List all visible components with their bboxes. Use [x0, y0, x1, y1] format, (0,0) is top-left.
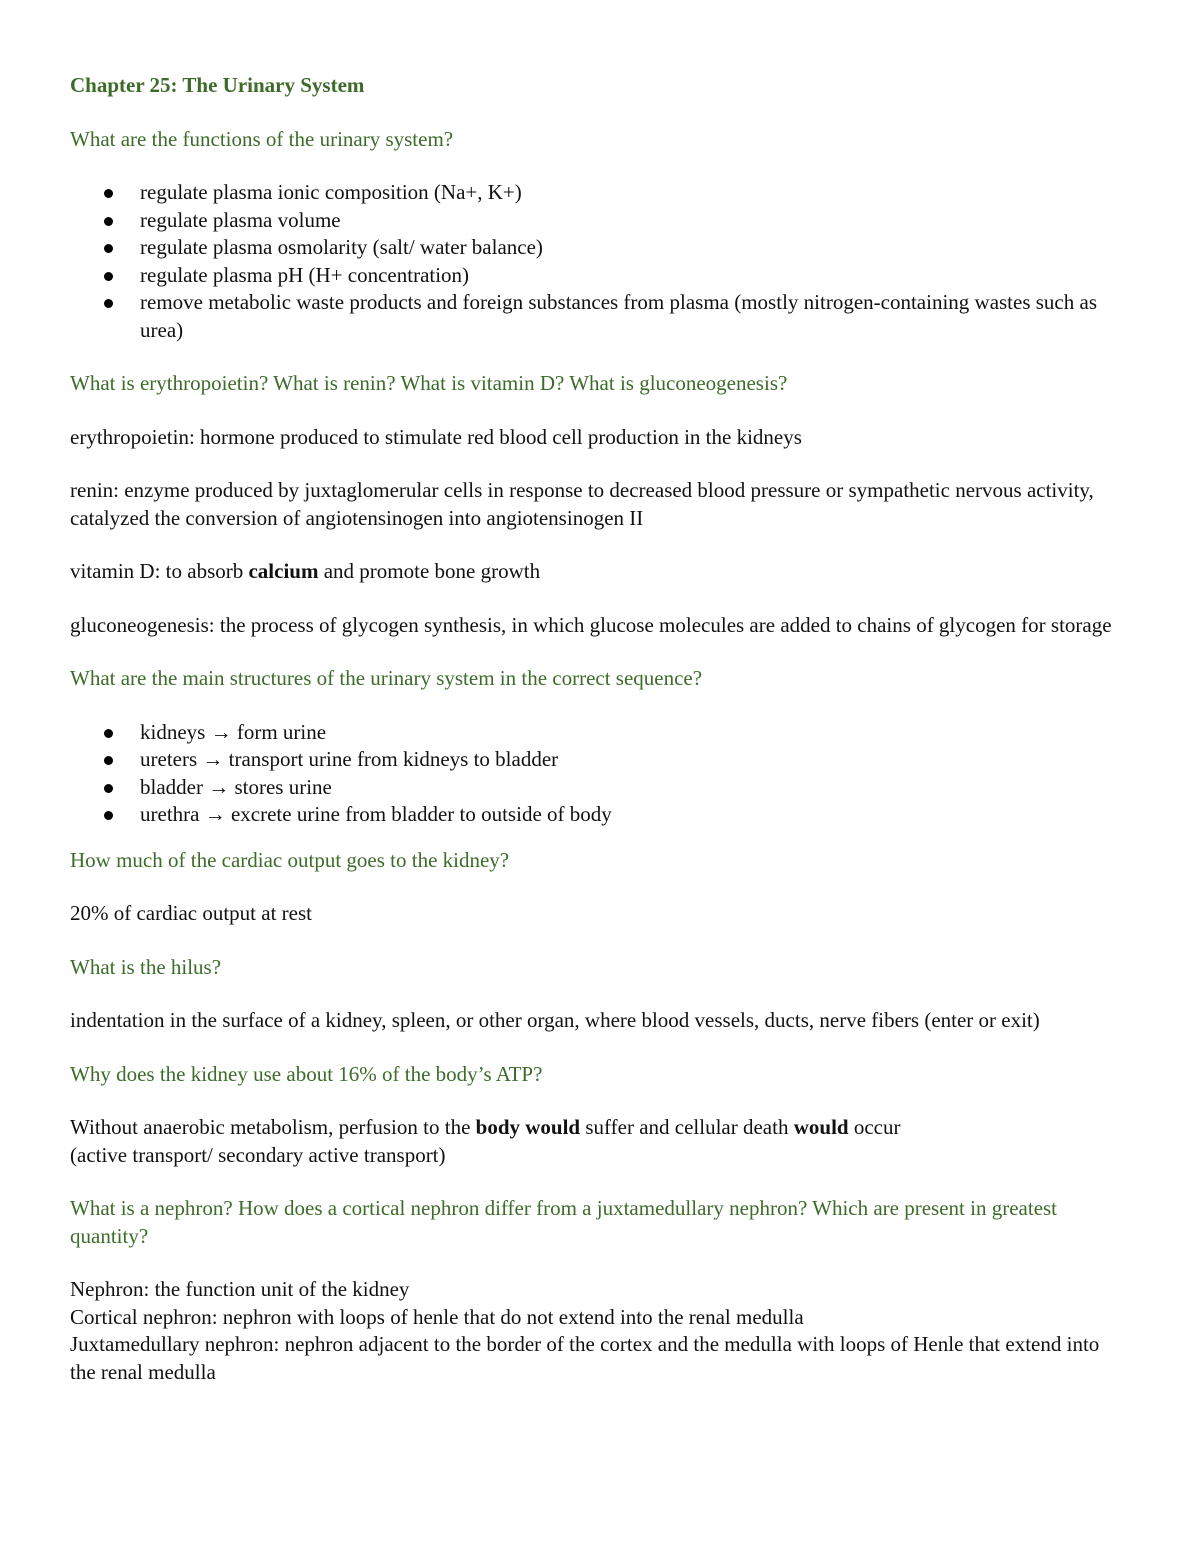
list-item-text: regulate plasma osmolarity (salt/ water balance) [140, 235, 543, 259]
answer-atp [70, 1114, 1130, 1169]
list-item-text: regulate plasma pH (H+ concentration) [140, 262, 470, 287]
bullet-icon [104, 784, 113, 793]
chapter-title: Chapter 25: The Urinary System [70, 73, 365, 97]
right-arrow-icon: → [202, 747, 224, 771]
structure-desc: form urine [236, 719, 327, 744]
bullet-icon [104, 756, 113, 765]
question-definitions: What is erythropoietin? What is renin? What is vitamin D? What is gluconeogenesis? [70, 371, 788, 395]
list-item-text: remove metabolic waste products and foreign substances from plasma (mostly nitrogen-containing wastes such as urea) [140, 290, 1097, 342]
question-hilus: What is the hilus? [70, 954, 222, 979]
answer-hilus: indentation in the surface of a kidney, spleen, or other organ, where blood vessels, ducts, nerve fibers (enter or exit) [70, 1008, 1040, 1032]
list-item [70, 801, 1130, 829]
answer-vitamin-d [70, 558, 1130, 586]
bullet-icon [104, 189, 113, 198]
right-arrow-icon: → [208, 774, 230, 799]
vitamin-d-text-pre: vitamin D: to absorb [70, 559, 249, 583]
structure-name: ureters [140, 747, 198, 771]
vitamin-d-text-post: and promote bone growth [318, 559, 541, 583]
right-arrow-icon: → [204, 802, 226, 826]
atp-text-3: occur [848, 1115, 901, 1139]
document-content [70, 72, 1130, 1386]
bullet-icon [104, 244, 113, 253]
question-atp: Why does the kidney use about 16% of the body’s ATP? [70, 1061, 543, 1086]
bullet-icon [104, 811, 113, 820]
answer-renin: renin: enzyme produced by juxtaglomerular cells in response to decreased blood pressure or sympathetic nervous activity, catalyzed the conversion of angiotensinogen into angiotensinogen II [70, 478, 1094, 530]
bullet-icon [104, 299, 113, 308]
nephron-line: Juxtamedullary nephron: nephron adjacent to the border of the cortex and the medulla with loops of Henle that extend into the renal medulla [70, 1332, 1100, 1384]
list-item-text: regulate plasma ionic composition (Na+, K+) [140, 180, 522, 204]
structure-desc: stores urine [234, 774, 332, 799]
atp-bold-2: would [793, 1115, 849, 1139]
structures-list [70, 719, 1130, 829]
answer-atp-line1 [70, 1114, 1130, 1142]
answer-nephron [70, 1276, 1130, 1386]
bullet-icon [104, 729, 113, 738]
list-item [70, 746, 1130, 774]
bullet-icon [104, 272, 113, 281]
structure-name: urethra [140, 802, 200, 826]
structure-name: kidneys [140, 719, 206, 744]
answer-gluconeogenesis: gluconeogenesis: the process of glycogen synthesis, in which glucose molecules are added to chains of glycogen for storage [70, 612, 1112, 637]
list-item-text: regulate plasma volume [140, 207, 341, 232]
question-structures: What are the main structures of the urinary system in the correct sequence? [70, 666, 703, 690]
question-functions: What are the functions of the urinary system? [70, 126, 454, 151]
atp-bold-1: body would [475, 1115, 581, 1139]
nephron-line: Cortical nephron: nephron with loops of henle that do not extend into the renal medulla [70, 1304, 804, 1329]
question-nephron: What is a nephron? How does a cortical nephron differ from a juxtamedullary nephron? Which are present in greatest quantity? [70, 1196, 1058, 1248]
answer-atp-line2: (active transport/ secondary active transport) [70, 1142, 446, 1167]
list-item [70, 207, 1130, 235]
list-item [70, 262, 1130, 290]
right-arrow-icon: → [210, 719, 232, 744]
atp-text-2: suffer and cellular death [580, 1115, 794, 1139]
answer-cardiac-output: 20% of cardiac output at rest [70, 901, 312, 925]
structure-desc: excrete urine from bladder to outside of body [230, 802, 612, 826]
list-item [70, 719, 1130, 747]
question-cardiac-output: How much of the cardiac output goes to the kidney? [70, 847, 510, 872]
structure-name: bladder [140, 774, 203, 799]
list-item [70, 289, 1130, 344]
structure-desc: transport urine from kidneys to bladder [228, 747, 559, 771]
answer-erythropoietin: erythropoietin: hormone produced to stimulate red blood cell production in the kidneys [70, 424, 802, 449]
list-item [70, 234, 1130, 262]
functions-list [70, 179, 1130, 344]
atp-text-1: Without anaerobic metabolism, perfusion to the [70, 1115, 476, 1139]
vitamin-d-bold-term: calcium [248, 559, 319, 583]
bullet-icon [104, 217, 113, 226]
nephron-line: Nephron: the function unit of the kidney [70, 1277, 410, 1301]
list-item [70, 179, 1130, 207]
list-item [70, 774, 1130, 802]
